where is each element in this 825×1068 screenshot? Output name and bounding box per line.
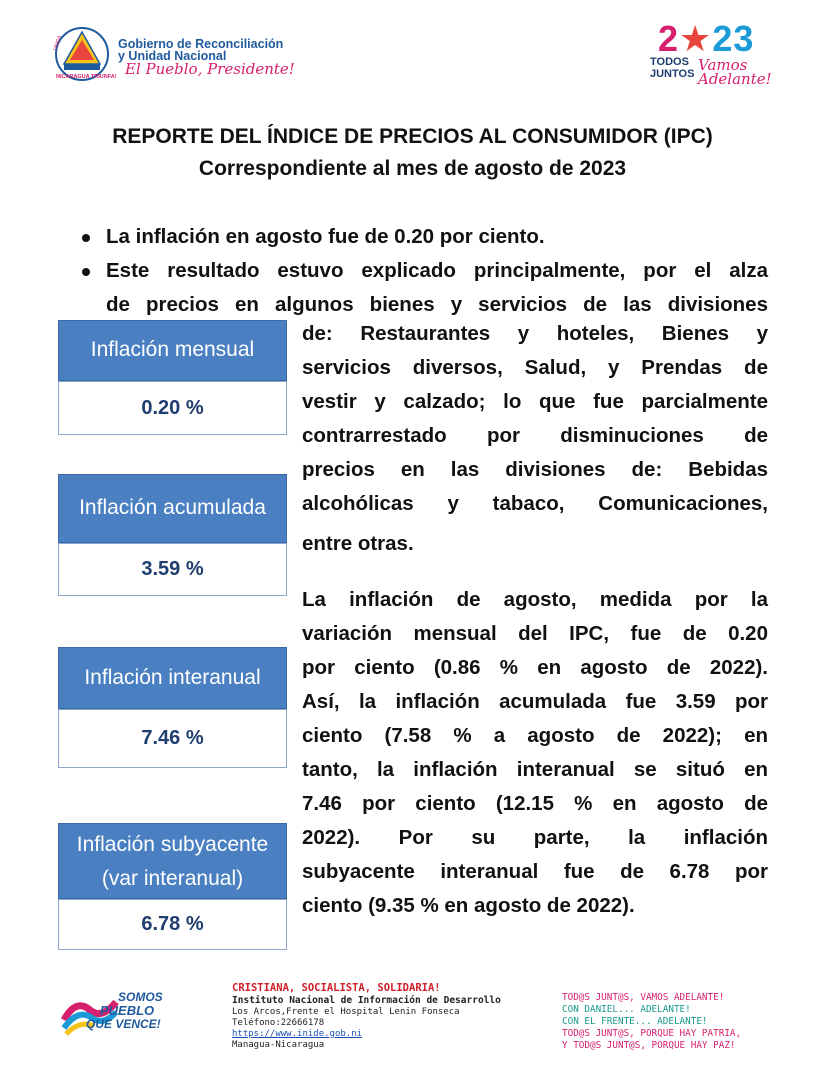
logo-script: Vamos Adelante! xyxy=(698,56,772,88)
bullet-2-line: precios en las divisiones de: Bebidas xyxy=(302,458,768,481)
logo-year: 2★23 xyxy=(658,18,755,59)
footer-slogan-line: CON DANIEL... ADELANTE! xyxy=(562,1004,691,1015)
accumulated-inflation-value: 3.59 % xyxy=(58,543,287,596)
footer-slogan-line: Y TOD@S JUNT@S, PORQUE HAY PAZ! xyxy=(562,1040,736,1051)
bullet-2-line: Este resultado estuvo explicado principalmente, por el alza xyxy=(106,259,768,282)
bullet-2-line: vestir y calzado; lo que fue parcialmente xyxy=(302,390,768,413)
bullet-2-line: de precios en algunos bienes y servicios de las divisiones xyxy=(106,293,768,316)
report-title: REPORTE DEL ÍNDICE DE PRECIOS AL CONSUMIDOR (IPC) xyxy=(112,125,713,148)
paragraph-line: La inflación de agosto, medida por la xyxy=(302,588,768,611)
bullet-dot-icon xyxy=(82,268,90,276)
paragraph-line: ciento (9.35 % en agosto de 2022). xyxy=(302,894,635,917)
logo-2023 xyxy=(650,18,775,96)
government-name-line1: Gobierno de Reconciliación xyxy=(118,37,284,51)
core-inflation-label xyxy=(58,823,287,899)
seal-text-bottom: NICARAGUA TRIUNFA! xyxy=(56,74,117,80)
footer-slogan-line: TOD@S JUNT@S, VAMOS ADELANTE! xyxy=(562,992,725,1003)
somos-pueblo-logo xyxy=(60,985,170,1045)
seal-text-top: UNIDA xyxy=(52,34,64,52)
footer-phone: Teléfono:22666178 xyxy=(232,1018,325,1028)
paragraph-line: variación mensual del IPC, fue de 0.20 xyxy=(302,622,768,645)
footer-institution: Instituto Nacional de Información de Desarrollo xyxy=(232,995,501,1006)
footer-logo-line3: QUE VENCE! xyxy=(86,1017,161,1031)
paragraph-line: ciento (7.58 % a agosto de 2022); en xyxy=(302,724,768,747)
interannual-inflation-value: 7.46 % xyxy=(58,709,287,768)
paragraph-line: subyacente interanual fue de 6.78 por xyxy=(302,860,768,883)
footer-logo-line2: PUEBLO xyxy=(100,1003,155,1018)
paragraph-line: 7.46 por ciento (12.15 % en agosto de xyxy=(302,792,768,815)
bullet-2-line: entre otras. xyxy=(302,532,414,555)
bullet-dot-icon xyxy=(82,234,90,242)
footer-city: Managua-Nicaragua xyxy=(232,1040,325,1050)
footer-motto: CRISTIANA, SOCIALISTA, SOLIDARIA! xyxy=(232,982,441,994)
government-name-line2: y Unidad Nacional xyxy=(118,49,227,63)
paragraph-line: tanto, la inflación interanual se situó en xyxy=(302,758,768,781)
logo-text1: TODOS xyxy=(650,56,689,68)
footer-logo-line1: SOMOS xyxy=(118,990,163,1004)
footer-website-link[interactable]: https://www.inide.gob.ni xyxy=(232,1029,363,1039)
core-inflation-label-line1: Inflación subyacente xyxy=(76,833,269,856)
bullet-2-line: de: Restaurantes y hoteles, Bienes y xyxy=(302,322,768,345)
accumulated-inflation-label: Inflación acumulada xyxy=(58,474,287,543)
footer-slogan-line: CON EL FRENTE... ADELANTE! xyxy=(562,1016,708,1027)
interannual-inflation-label: Inflación interanual xyxy=(58,647,287,709)
logo-text2: JUNTOS xyxy=(650,68,695,80)
paragraph-line: por ciento (0.86 % en agosto de 2022). xyxy=(302,656,768,679)
core-inflation-value: 6.78 % xyxy=(58,899,287,950)
bullet-2-line: alcohólicas y tabaco, Comunicaciones, xyxy=(302,492,768,515)
bullet-1-text: La inflación en agosto fue de 0.20 por ciento. xyxy=(106,225,545,248)
bullet-2-line: servicios diversos, Salud, y Prendas de xyxy=(302,356,768,379)
core-inflation-label-line2: (var interanual) xyxy=(101,867,244,890)
footer-address: Los Arcos,Frente el Hospital Lenin Fonseca xyxy=(232,1007,460,1017)
footer-slogan-line: TOD@S JUNT@S, PORQUE HAY PATRIA, xyxy=(562,1028,742,1039)
bullet-2-line: contrarrestado por disminuciones de xyxy=(302,424,768,447)
monthly-inflation-label: Inflación mensual xyxy=(58,320,287,381)
report-subtitle: Correspondiente al mes de agosto de 2023 xyxy=(198,157,627,180)
monthly-inflation-value: 0.20 % xyxy=(58,381,287,435)
paragraph-line: Así, la inflación acumulada fue 3.59 por xyxy=(302,690,768,713)
government-slogan: El Pueblo, Presidente! xyxy=(125,60,295,78)
paragraph-line: 2022). Por su parte, la inflación xyxy=(302,826,768,849)
